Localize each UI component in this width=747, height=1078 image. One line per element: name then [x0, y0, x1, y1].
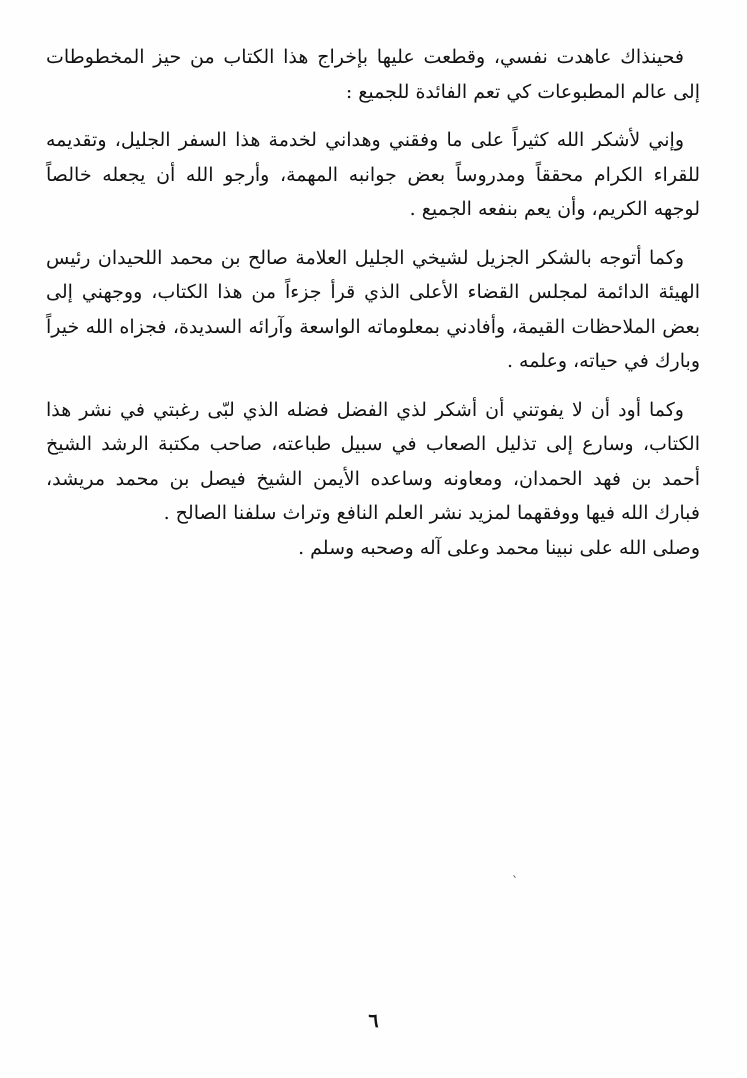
- paragraph-thanks-god: وإني لأشكر الله كثيراً على ما وفقني وهداني لخدمة هذا السفر الجليل، وتقديمه للقراء الكرام محققاً ومدروساً بعض جوانبه المهمة، وأرجو الله أن يجعله خالصاً لوجهه الكريم، وأن يعم بنفعه الجميع .: [46, 129, 700, 220]
- paragraph-thanks-publisher: وكما أود أن لا يفوتني أن أشكر لذي الفضل فضله الذي لبّى رغبتي في نشر هذا الكتاب، وسارع إلى تذليل الصعاب في سبيل طباعته، صاحب مكتبة الرشد الشيخ أحمد بن فهد الحمدان، ومعاونه وساعده الأيمن الشيخ فيصل بن محمد مريشد، فبارك الله فيها ووفقهما لمزيد نشر العلم النافع وتراث سلفنا الصالح .: [46, 398, 700, 524]
- body-text: [46, 40, 700, 565]
- paragraph-resolution: فحينذاك عاهدت نفسي، وقطعت عليها بإخراج هذا الكتاب من حيز المخطوطات إلى عالم المطبوعات كي تعم الفائدة للجميع :: [46, 46, 700, 103]
- page-number: ٦: [368, 1010, 379, 1032]
- scan-speck: [513, 875, 516, 878]
- closing-prayer: وصلى الله على نبينا محمد وعلى آله وصحبه وسلم .: [298, 536, 700, 559]
- paragraph-thanks-sheikh: وكما أتوجه بالشكر الجزيل لشيخي الجليل العلامة صالح بن محمد اللحيدان رئيس الهيئة الدائمة لمجلس القضاء الأعلى الذي قرأ جزءاً من هذا الكتاب، ووجهني إلى بعض الملاحظات القيمة، وأفادني بمعلوماته الواسعة وآرائه السديدة، فجزاه الله خيراً وبارك في حياته، وعلمه .: [46, 246, 700, 372]
